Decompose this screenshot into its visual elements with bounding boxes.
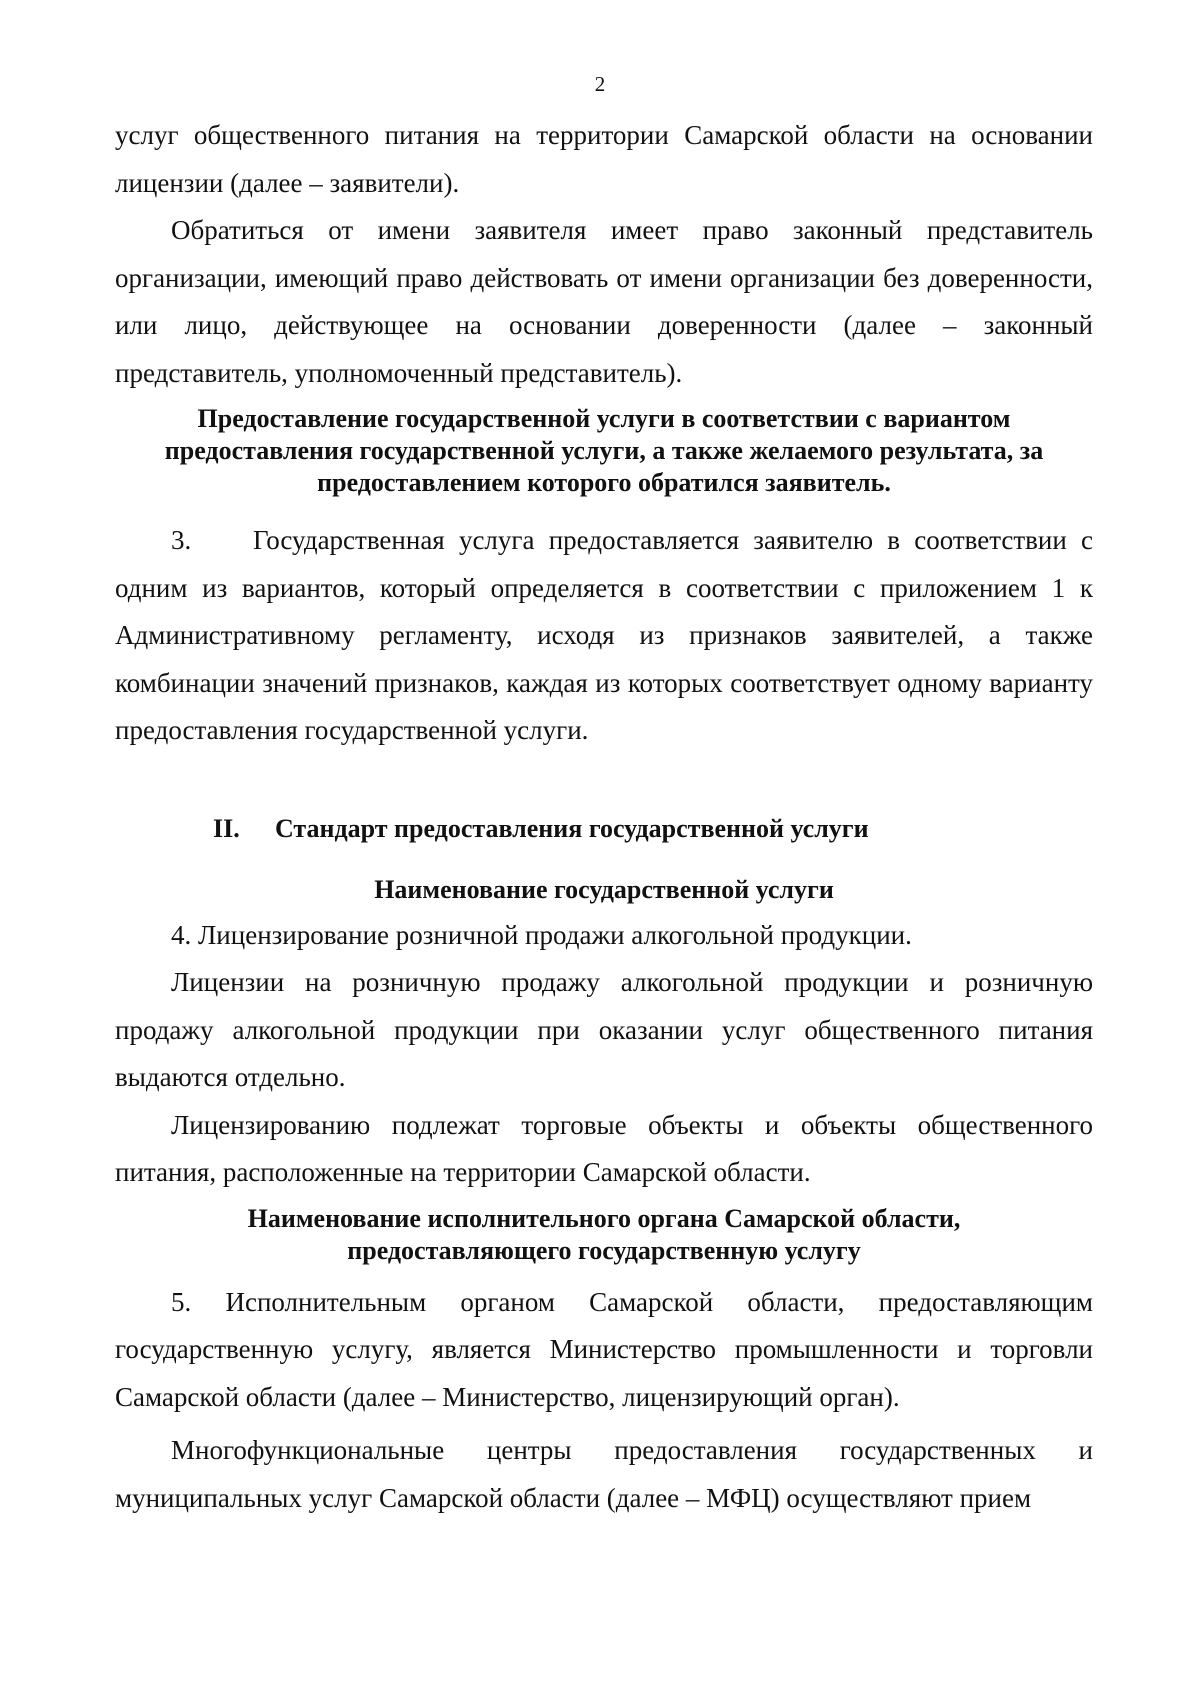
paragraph-item-5: 5. Исполнительным органом Самарской области, предоставляющим государственную услугу, является Министерство промышленности и торговли Самарской области (далее – Министерство, лицензирующий орган). — [115, 1286, 1093, 1412]
section-number: II. — [213, 813, 240, 843]
paragraph-applicants-end: услуг общественного питания на территории Самарской области на основании лицензии (далее – заявители). — [115, 120, 1093, 198]
heading-service-name: Наименование государственной услуги — [374, 874, 834, 904]
item-text: Государственная услуга предоставляется заявителю в соответствии с одним из вариантов, который определяется в соответствии с приложением 1 к Административному регламенту, исходя из признаков заявителей, а также комбинации значений признаков, каждая из которых соответствует одному варианту предоставления государственной услуги. — [115, 525, 1093, 745]
page-number: 2 — [594, 72, 606, 96]
paragraph-item-3 — [115, 517, 1093, 755]
heading-line: Предоставление государственной услуги в соответствии с вариантом — [197, 404, 1011, 433]
heading-line: Наименование исполнительного органа Самарской области, — [247, 1203, 961, 1233]
heading-line: предоставления государственной услуги, а также желаемого результата, за — [164, 436, 1044, 465]
paragraph-licensing-subject: Лицензированию подлежат торговые объекты и объекты общественного питания, расположенные на территории Самарской области. — [115, 1109, 1093, 1187]
heading-line: предоставлением которого обратился заявитель. — [317, 468, 891, 497]
heading-line: предоставляющего государственную услугу — [347, 1235, 861, 1265]
paragraph-mfc: Многофункциональные центры предоставления государственных и муниципальных услуг Самарской области (далее – МФЦ) осуществляют прием — [115, 1435, 1093, 1513]
paragraph-licenses-separate: Лицензии на розничную продажу алкогольной продукции и розничную продажу алкогольной продукции при оказании услуг общественного питания выдаются отдельно. — [115, 967, 1093, 1092]
document-body — [115, 112, 1093, 1522]
heading-executive-body — [115, 1203, 1093, 1267]
paragraph-representative: Обратиться от имени заявителя имеет право законный представитель организации, имеющий право действовать от имени организации без доверенности, или лицо, действующее на основании доверенности (далее – законный представитель, уполномоченный представитель). — [115, 215, 1093, 388]
heading-service-variant — [115, 403, 1093, 499]
paragraph-item-4: 4. Лицензирование розничной продажи алкогольной продукции. — [171, 919, 912, 950]
section-title — [115, 813, 1093, 845]
section-title-text: Стандарт предоставления государственной услуги — [275, 813, 869, 843]
item-number: 3. — [171, 525, 192, 555]
